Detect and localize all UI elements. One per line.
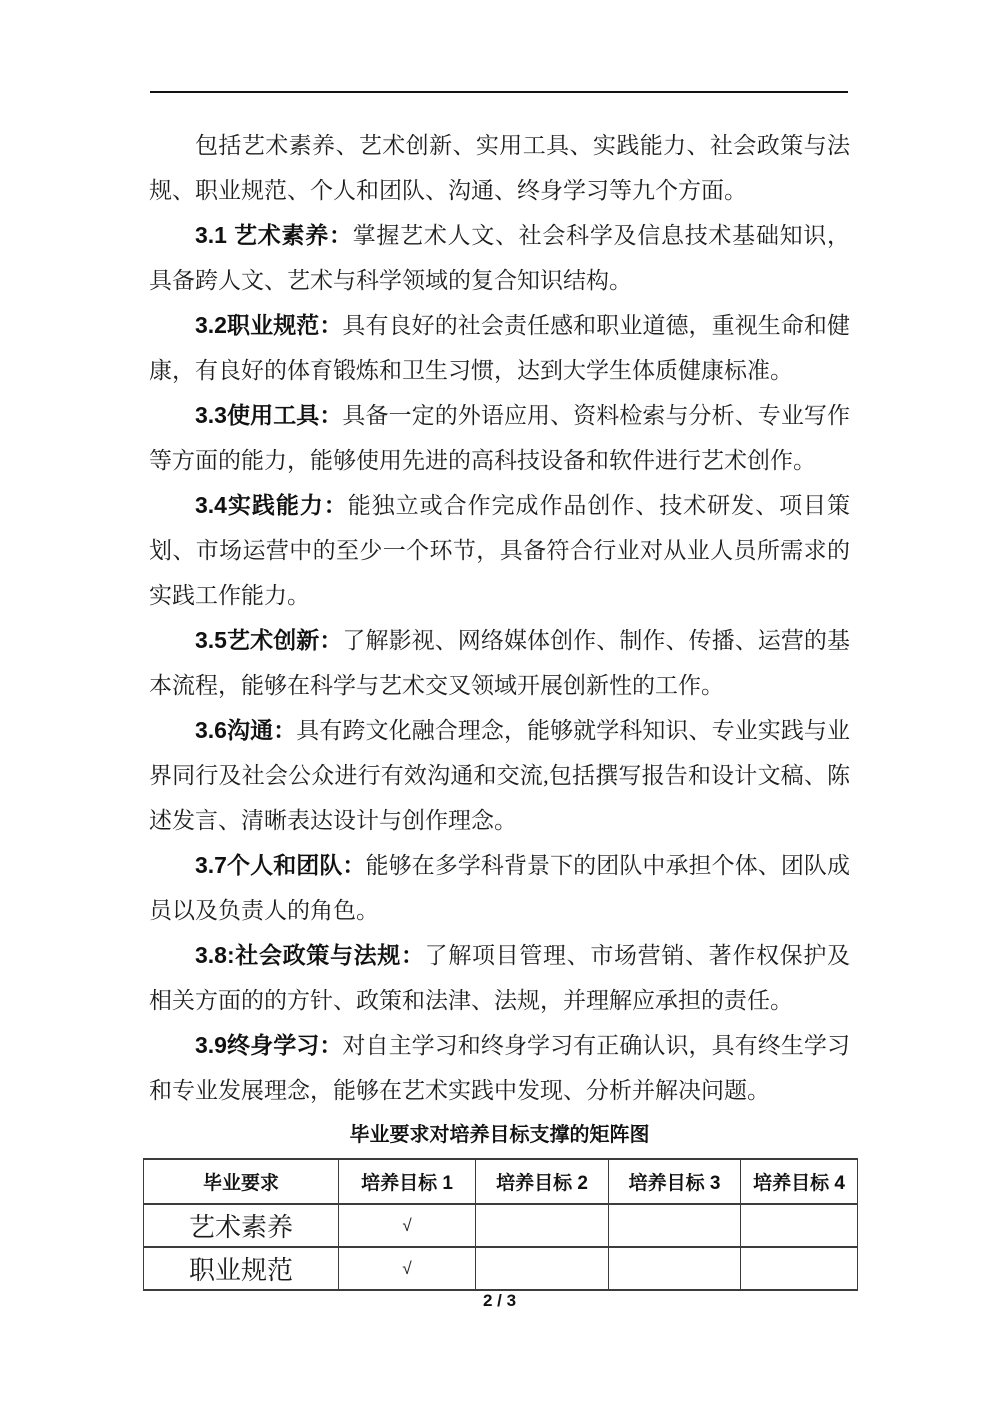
mark-cell [609, 1204, 741, 1247]
section-text: 了解项目管理、市场营销、著作权保护及相关方面的的方针、政策和法津、法规，并理解应承担的责任。 [149, 943, 851, 1013]
matrix-table-title: 毕业要求对培养目标支撑的矩阵图 [349, 1124, 650, 1146]
section-label: 3.7个人和团队： [195, 852, 366, 878]
intro-paragraph [149, 123, 850, 213]
mark-cell [476, 1204, 609, 1247]
document-body [149, 123, 850, 1291]
mark-cell [476, 1247, 609, 1290]
header-cell-goal-2: 培养目标 2 [476, 1159, 609, 1204]
section-label: 3.6沟通： [195, 717, 297, 743]
section-paragraph-3-4 [149, 483, 850, 618]
section-label: 3.9终身学习： [195, 1032, 343, 1058]
section-paragraph-3-3 [149, 393, 850, 483]
section-text: 能独立或合作完成作品创作、技术研发、项目策划、市场运营中的至少一个环节，具备符合行业对从业人员所需求的实践工作能力。 [149, 493, 850, 608]
section-paragraph-3-5 [149, 618, 850, 708]
section-text: 具备一定的外语应用、资料检索与分析、专业写作等方面的能力，能够使用先进的高科技设备和软件进行艺术创作。 [149, 403, 850, 473]
section-text: 能够在多学科背景下的团队中承担个体、团队成员以及负责人的角色。 [149, 853, 850, 923]
header-divider [150, 91, 848, 93]
section-text: 了解影视、网络媒体创作、制作、传播、运营的基本流程，能够在科学与艺术交叉领域开展创新性的工作。 [149, 628, 850, 698]
page-number: 2 / 3 [482, 1291, 517, 1310]
mark-cell [609, 1247, 741, 1290]
section-label: 3.3使用工具： [195, 402, 343, 428]
intro-text: 包括艺术素养、艺术创新、实用工具、实践能力、社会政策与法规、职业规范、个人和团队、沟通、终身学习等九个方面。 [149, 133, 850, 203]
section-paragraph-3-7 [149, 843, 850, 933]
section-text: 具有跨文化融合理念，能够就学科知识、专业实践与业界同行及社会公众进行有效沟通和交流,包括撰写报告和设计文稿、陈述发言、清晰表达设计与创作理念。 [149, 718, 850, 833]
header-cell-requirement: 毕业要求 [144, 1159, 339, 1204]
matrix-table [143, 1158, 858, 1291]
mark-cell: √ [339, 1204, 476, 1247]
section-text: 对自主学习和终身学习有正确认识，具有终生学习和专业发展理念，能够在艺术实践中发现、分析并解决问题。 [149, 1033, 850, 1103]
requirement-cell: 艺术素养 [144, 1204, 339, 1247]
section-paragraph-3-9 [149, 1023, 850, 1113]
mark-cell [741, 1247, 858, 1290]
section-label: 3.2职业规范： [195, 312, 343, 338]
section-label: 3.1 艺术素养： [195, 222, 353, 248]
section-label: 3.5艺术创新： [195, 627, 343, 653]
header-cell-goal-3: 培养目标 3 [609, 1159, 741, 1204]
section-label: 3.4实践能力： [195, 492, 348, 518]
table-row [144, 1204, 858, 1247]
section-text: 具有良好的社会责任感和职业道德，重视生命和健康，有良好的体育锻炼和卫生习惯，达到大学生体质健康标准。 [149, 313, 850, 383]
section-paragraph-3-8 [149, 933, 850, 1023]
table-row [144, 1247, 858, 1290]
section-paragraph-3-1 [149, 213, 850, 303]
mark-cell [741, 1204, 858, 1247]
requirement-cell: 职业规范 [144, 1247, 339, 1290]
section-label: 3.8:社会政策与法规： [195, 942, 425, 968]
table-header-row [144, 1159, 858, 1204]
section-paragraph-3-2 [149, 303, 850, 393]
mark-cell: √ [339, 1247, 476, 1290]
header-cell-goal-4: 培养目标 4 [741, 1159, 858, 1204]
section-paragraph-3-6 [149, 708, 850, 843]
header-cell-goal-1: 培养目标 1 [339, 1159, 476, 1204]
section-text: 掌握艺术人文、社会科学及信息技术基础知识，具备跨人文、艺术与科学领域的复合知识结构。 [149, 223, 850, 293]
